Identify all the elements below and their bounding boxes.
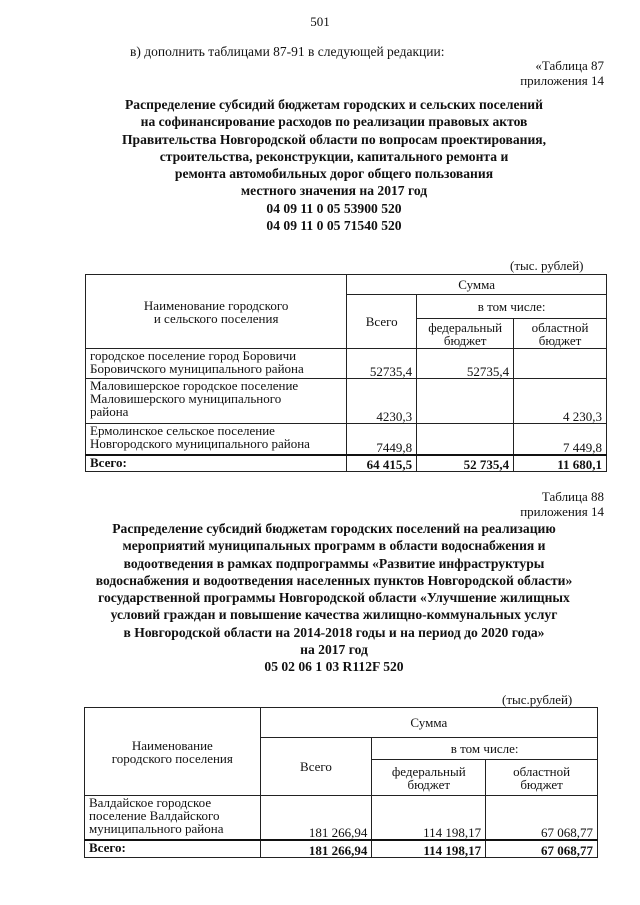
- title-line: условий граждан и повышение качества жилищно-коммунальных услуг: [110, 607, 558, 623]
- row-federal: 52735,4: [417, 349, 514, 379]
- table-row: [86, 349, 607, 379]
- total-label: Всего:: [86, 455, 347, 472]
- total-federal: 114 198,17: [372, 840, 486, 858]
- title-line: Распределение субсидий бюджетам городских и сельских поселений: [125, 97, 543, 112]
- title-line: местного значения на 2017 год: [240, 183, 428, 199]
- title-line: водоотведения в рамках подпрограммы «Развитие инфраструктуры: [123, 555, 545, 571]
- table-row: [86, 379, 607, 424]
- table88-unit: (тыс.рублей): [502, 692, 573, 707]
- table87-reference: [520, 58, 604, 88]
- total-label: Всего:: [85, 840, 261, 858]
- row-federal: 114 198,17: [372, 796, 486, 840]
- header-total: Всего: [347, 295, 417, 349]
- table-row: [85, 796, 598, 840]
- header-total: Всего: [260, 738, 372, 796]
- row-regional: 4 230,3: [514, 379, 607, 424]
- table87-ref-line2: приложения 14: [520, 73, 604, 88]
- row-total: 7449,8: [347, 424, 417, 455]
- title-line: на 2017 год: [300, 642, 368, 658]
- row-federal: [417, 379, 514, 424]
- row-total: 181 266,94: [260, 796, 372, 840]
- title-line: Правительства Новгородской области по вопросам проектирования,: [121, 131, 547, 147]
- title-line: водоснабжения и водоотведения населенных пунктов Новгородской области»: [95, 572, 573, 588]
- table-row: [86, 424, 607, 455]
- title-line: строительства, реконструкции, капитального ремонта и: [159, 148, 509, 164]
- header-including: в том числе:: [372, 738, 598, 760]
- header-regional: областной бюджет: [486, 760, 598, 796]
- table88: [84, 707, 598, 858]
- title-line: в Новгородской области на 2014-2018 годы и на период до 2020 года»: [123, 624, 545, 640]
- header-name: Наименование городского поселения: [85, 708, 261, 796]
- table87-title: [60, 96, 608, 234]
- table87: [85, 274, 607, 472]
- header-federal: федеральный бюджет: [417, 319, 514, 349]
- total-row: [86, 455, 607, 472]
- total-regional: 11 680,1: [514, 455, 607, 472]
- header-sum: Сумма: [347, 275, 607, 295]
- total-row: [85, 840, 598, 858]
- total-regional: 67 068,77: [486, 840, 598, 858]
- table87-unit: (тыс. рублей): [510, 258, 584, 273]
- title-line: Распределение субсидий бюджетам городских поселений на реализацию: [112, 521, 556, 536]
- header-sum: Сумма: [260, 708, 597, 738]
- page-number: 501: [310, 14, 330, 29]
- table88-reference: [520, 489, 604, 519]
- table88-ref-line2: приложения 14: [520, 504, 604, 519]
- total-sum: 64 415,5: [347, 455, 417, 472]
- budget-code-line: 05 02 06 1 03 R112F 520: [264, 659, 404, 675]
- row-regional: 67 068,77: [486, 796, 598, 840]
- header-regional: областной бюджет: [514, 319, 607, 349]
- row-regional: [514, 349, 607, 379]
- total-federal: 52 735,4: [417, 455, 514, 472]
- title-line: на софинансирование расходов по реализации правовых актов: [140, 114, 528, 130]
- row-regional: 7 449,8: [514, 424, 607, 455]
- row-name: городское поселение город Боровичи Боровичского муниципального района: [86, 349, 347, 379]
- row-name: Ермолинское сельское поселение Новгородского муниципального района: [86, 424, 347, 455]
- title-line: мероприятий муниципальных программ в области водоснабжения и: [122, 538, 546, 554]
- table88-title: [50, 520, 618, 676]
- row-name: Валдайское городское поселение Валдайского муниципального района: [85, 796, 261, 840]
- budget-code-line: 04 09 11 0 05 71540 520: [266, 218, 402, 234]
- row-federal: [417, 424, 514, 455]
- row-total: 4230,3: [347, 379, 417, 424]
- total-sum: 181 266,94: [260, 840, 372, 858]
- header-name: Наименование городского и сельского поселения: [86, 275, 347, 349]
- title-line: ремонта автомобильных дорог общего пользования: [174, 166, 494, 182]
- header-including: в том числе:: [417, 295, 607, 319]
- title-line: государственной программы Новгородской области «Улучшение жилищных: [98, 590, 570, 606]
- budget-code-line: 04 09 11 0 05 53900 520: [266, 200, 402, 216]
- row-total: 52735,4: [347, 349, 417, 379]
- row-name: Маловишерское городское поселение Маловишерского муниципального района: [86, 379, 347, 424]
- table88-ref-line1: Таблица 88: [541, 489, 604, 504]
- header-federal: федеральный бюджет: [372, 760, 486, 796]
- intro-text: в) дополнить таблицами 87-91 в следующей редакции:: [130, 44, 445, 59]
- table87-ref-line1: «Таблица 87: [535, 58, 604, 73]
